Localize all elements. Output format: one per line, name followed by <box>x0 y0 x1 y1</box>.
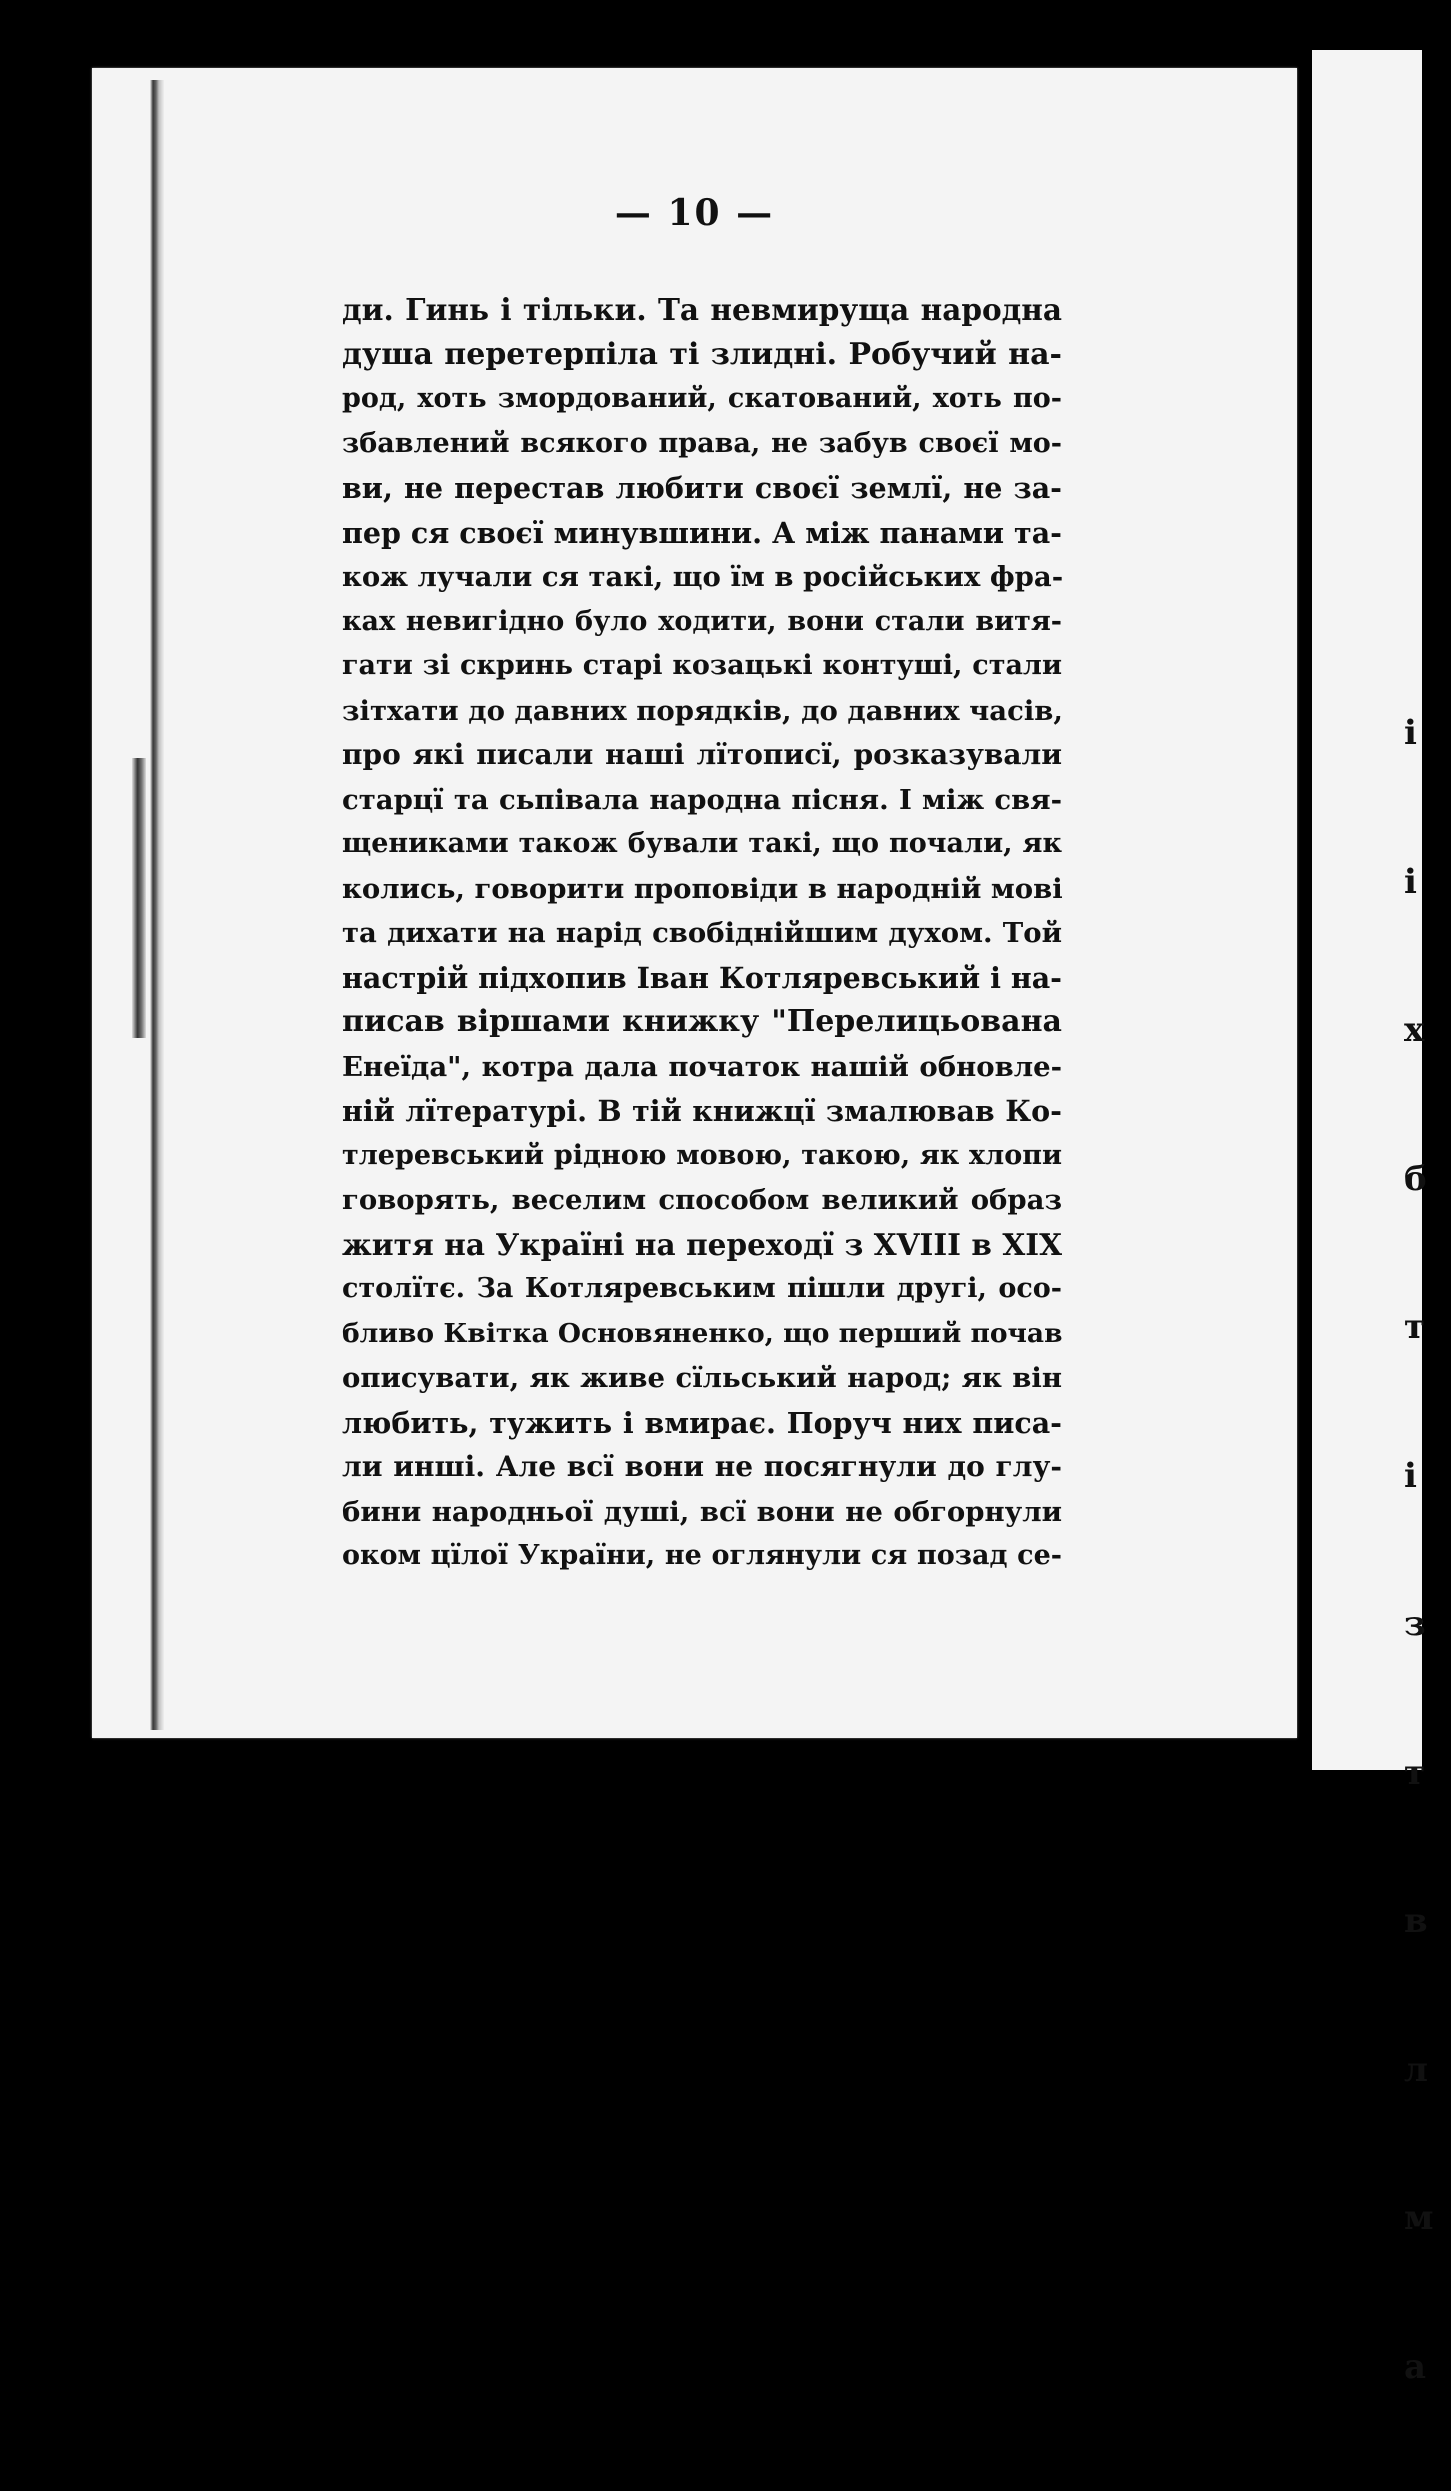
text-line: бини народньої душі, всї вони не обгорнули <box>342 1495 1062 1528</box>
text-line: писав віршами книжку "Перелицьована <box>342 1004 1062 1039</box>
text-line: столїтє. За Котляревським пішли другі, осо- <box>342 1273 1062 1304</box>
text-line: старцї та сьпівала народна пісня. І між свя- <box>342 783 1062 816</box>
glyph: і <box>1404 713 1417 753</box>
glyph: і <box>1404 861 1417 902</box>
text-line: любить, тужить і вмирає. Поруч них писа- <box>342 1405 1062 1440</box>
text-line: род, хоть змордований, скатований, хоть по- <box>342 383 1062 414</box>
text-line: колись, говорити проповіди в народній мові <box>342 872 1063 905</box>
text-line: пер ся своєї минувшини. А між панами та- <box>342 515 1062 550</box>
glyph: б <box>1404 1158 1427 1199</box>
text-line: щениками також бували такі, що почали, як <box>342 828 1062 859</box>
text-line: настрій підхопив Іван Котляревський і на- <box>342 960 1062 995</box>
glyph: л <box>1404 2049 1428 2090</box>
adjacent-page-text <box>1404 610 1434 2491</box>
glyph: і <box>1404 1455 1417 1496</box>
text-line: ди. Гинь і тільки. Та невмируща народна <box>342 292 1062 327</box>
glyph: х <box>1404 1010 1425 1050</box>
text-line: житя на Україні на переходї з XVIII в XIX <box>342 1226 1062 1262</box>
page-edge <box>150 80 164 1730</box>
adjacent-page-fragment <box>1312 50 1434 2387</box>
binding-shadow <box>132 758 146 1038</box>
book-page <box>92 68 1297 1738</box>
text-line: говорять, веселим способом великий образ <box>342 1184 1062 1216</box>
text-line: та дихати на нарід свобіднійшим духом. Той <box>342 917 1062 949</box>
text-line: бливо Квітка Основяненко, що перший почав <box>342 1317 1063 1349</box>
text-line: кож лучали ся такі, що їм в російських фра- <box>342 561 1064 593</box>
text-line: ли инші. Але всї вони не посягнули до глу- <box>342 1450 1062 1483</box>
text-line: збавлений всякого права, не забув своєї мо- <box>342 427 1062 459</box>
glyph: а <box>1404 2346 1427 2387</box>
text-line: оком цїлої України, не оглянули ся позад се- <box>342 1540 1062 1571</box>
text-line: ній лїтературі. В тій книжцї змалював Ко- <box>342 1094 1062 1128</box>
body-text <box>342 288 1062 1579</box>
text-line: про які писали наші лїтописї, розказували <box>342 738 1062 771</box>
text-line: Енеїда", котра дала початок нашій обновле- <box>342 1050 1062 1083</box>
glyph: м <box>1404 2198 1434 2238</box>
text-line: ви, не перестав любити своєї землї, не за- <box>342 471 1062 505</box>
glyph: з <box>1404 1604 1426 1644</box>
text-line: душа перетерпіла ті злидні. Робучий на- <box>342 336 1062 372</box>
text-line: ках невигідно було ходити, вони стали витя- <box>342 605 1062 637</box>
text-line: зітхати до давних порядків, до давних часів, <box>342 694 1063 727</box>
text-line: гати зі скринь старі козацькі контуші, стали <box>342 650 1062 681</box>
page-number: — 10 — <box>614 192 775 234</box>
glyph: т <box>1404 1752 1426 1793</box>
text-line: тлеревський рідною мовою, такою, як хлопи <box>342 1139 1062 1171</box>
glyph: в <box>1404 1901 1428 1941</box>
text-line: описувати, як живе сїльський народ; як він <box>342 1362 1062 1394</box>
glyph: т <box>1404 1307 1426 1347</box>
